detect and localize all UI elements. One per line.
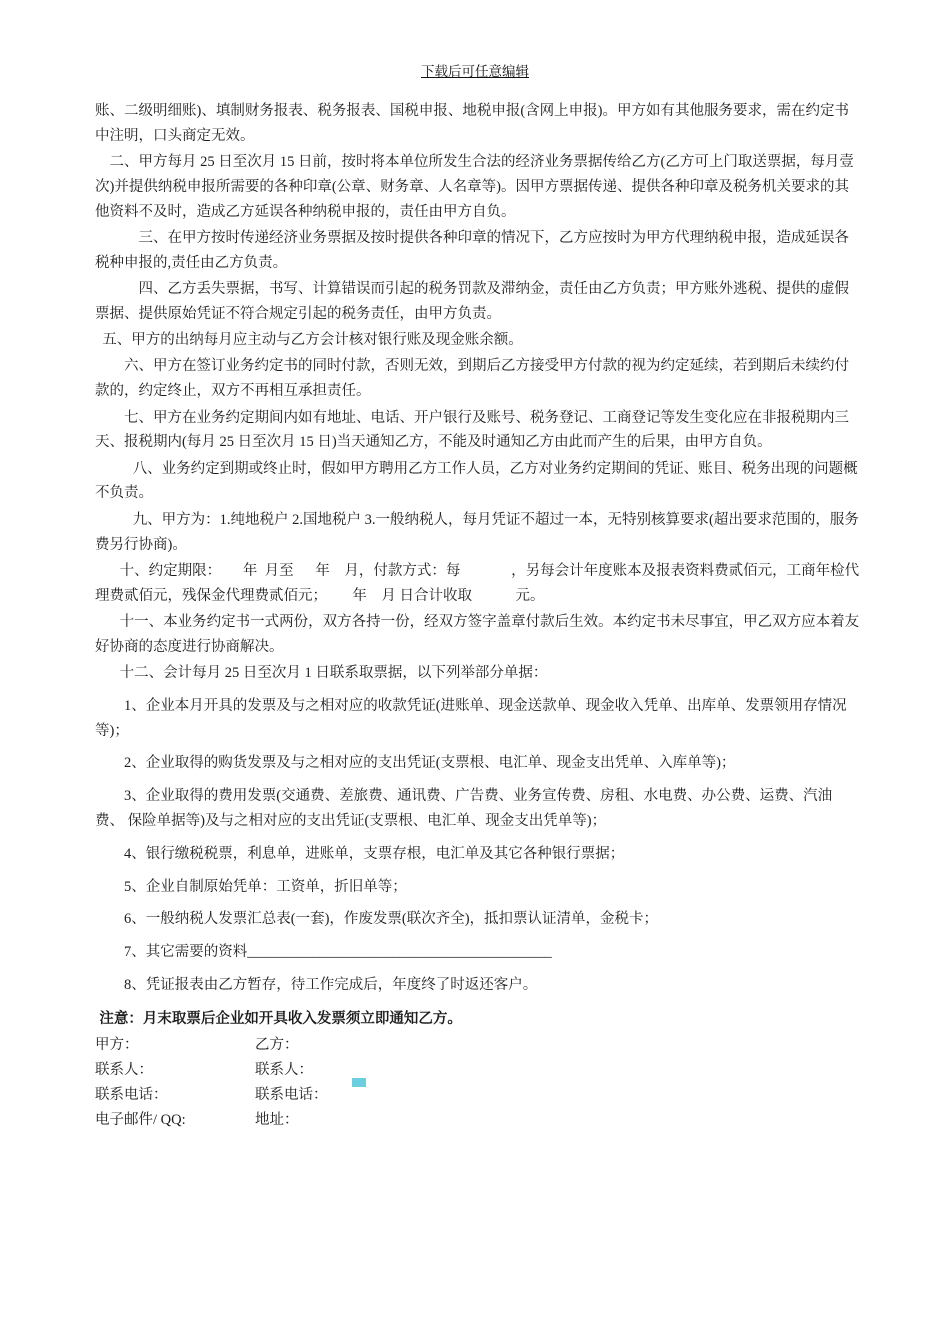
- clause-7: 七、甲方在业务约定期间内如有地址、电话、开户银行及账号、税务登记、工商登记等发生变化应在非报税期内三天、报税期内(每月 25 日至次月 15 日)当天通知乙方，不能及时通知乙方由此而产生的后果，由甲方自负。: [95, 409, 849, 451]
- notice-line: 注意：月末取票后企业如开具收入发票须立即通知乙方。: [99, 1010, 462, 1027]
- receipt-item-8: 8、凭证报表由乙方暂存，待工作完成后，年度终了时返还客户。: [124, 977, 538, 993]
- phone-b-label: 联系电话：: [255, 1087, 328, 1104]
- download-edit-watermark: 下载后可任意编辑: [421, 64, 529, 79]
- clause-12: 十二、会计每月 25 日至次月 1 日联系取票据，以下列举部分单据：: [119, 665, 548, 682]
- email-qq-label: 电子邮件/ QQ:: [95, 1112, 186, 1129]
- clause-4: 四、乙方丢失票据，书写、计算错误而引起的税务罚款及滞纳金，责任由乙方负责；甲方账外逃税、提供的虚假票据、提供原始凭证不符合规定引起的税务责任，由甲方负责。: [95, 281, 849, 322]
- receipt-item-7: 7、其它需要的资料__________________________________________: [124, 944, 552, 961]
- clause-11: 十一、本业务约定书一式两份，双方各持一份，经双方签字盖章付款后生效。本约定书未尽事宜，甲乙双方应本着友好协商的态度进行协商解决。: [95, 613, 860, 655]
- signature-row-party: [95, 1033, 860, 1058]
- contact-a-label: 联系人：: [95, 1062, 153, 1079]
- clause-5: 五、甲方的出纳每月应主动与乙方会计核对银行账及现金账余额。: [102, 332, 523, 349]
- contact-b-label: 联系人：: [255, 1062, 313, 1079]
- clause-3: 三、在甲方按时传递经济业务票据及按时提供各种印章的情况下，乙方应按时为甲方代理纳税申报，造成延误各税种申报的,责任由乙方负责。: [95, 229, 849, 271]
- clause-10: 十、约定期限： 年 月至 年 月，付款方式：每 ，另每会计年度账本及报表资料费贰佰元，工商年检代理费贰佰元，残保金代理费贰佰元； 年 月 日合计收取 元。: [95, 562, 860, 604]
- document-body: [95, 99, 860, 1133]
- address-label: 地址：: [255, 1112, 299, 1129]
- receipt-item-4: 4、银行缴税税票，利息单，进账单，支票存根，电汇单及其它各种银行票据；: [124, 845, 625, 862]
- party-b-label: 乙方：: [255, 1037, 299, 1054]
- receipt-item-6: 6、一般纳税人发票汇总表(一套)，作废发票(联次齐全)，抵扣票认证清单，金税卡；: [124, 911, 659, 928]
- receipt-item-3: 3、企业取得的费用发票(交通费、差旅费、通讯费、广告费、业务宣传费、房租、水电费、办公费、运费、汽油费、 保险单据等)及与之相对应的支出凭证(支票根、电汇单、现金支出凭单等)；: [95, 788, 833, 830]
- signature-row-email-address: [95, 1108, 860, 1133]
- clause-2: 二、甲方每月 25 日至次月 15 日前，按时将本单位所发生合法的经济业务票据传给乙方(乙方可上门取送票据，每月壹次)并提供纳税申报所需要的各种印章(公章、财务章、人名章等)。因甲方票据传递、提供各种印章及税务机关要求的其他资料不及时，造成乙方延误各种纳税申报的，责任由甲方自负。: [95, 154, 854, 220]
- clause-continuation: 账、二级明细账)、填制财务报表、税务报表、国税申报、地税申报(含网上申报)。甲方如有其他服务要求，需在约定书中注明，口头商定无效。: [95, 103, 849, 144]
- clause-6: 六、甲方在签订业务约定书的同时付款，否则无效，到期后乙方接受甲方付款的视为约定延续，若到期后未续约付款的，约定终止，双方不再相互承担责任。: [95, 358, 849, 400]
- receipt-item-2: 2、企业取得的购货发票及与之相对应的支出凭证(支票根、电汇单、现金支出凭单、入库单等)；: [124, 755, 736, 772]
- signature-row-contact: [95, 1058, 860, 1083]
- receipt-item-1: 1、企业本月开具的发票及与之相对应的收款凭证(进账单、现金送款单、现金收入凭单、出库单、发票领用存情况等)；: [95, 697, 847, 739]
- signature-row-phone: [95, 1083, 860, 1108]
- clause-9: 九、甲方为：1.纯地税户 2.国地税户 3.一般纳税人，每月凭证不超过一本，无特别核算要求(超出要求范围的，服务费另行协商)。: [95, 511, 859, 553]
- phone-a-label: 联系电话：: [95, 1087, 168, 1104]
- clause-8: 八、业务约定到期或终止时，假如甲方聘用乙方工作人员，乙方对业务约定期间的凭证、账目、税务出现的问题概不负责。: [95, 460, 858, 502]
- party-a-label: 甲方：: [95, 1037, 139, 1054]
- receipt-item-5: 5、企业自制原始凭单：工资单，折旧单等；: [124, 878, 407, 895]
- highlight-mark: [352, 1078, 366, 1087]
